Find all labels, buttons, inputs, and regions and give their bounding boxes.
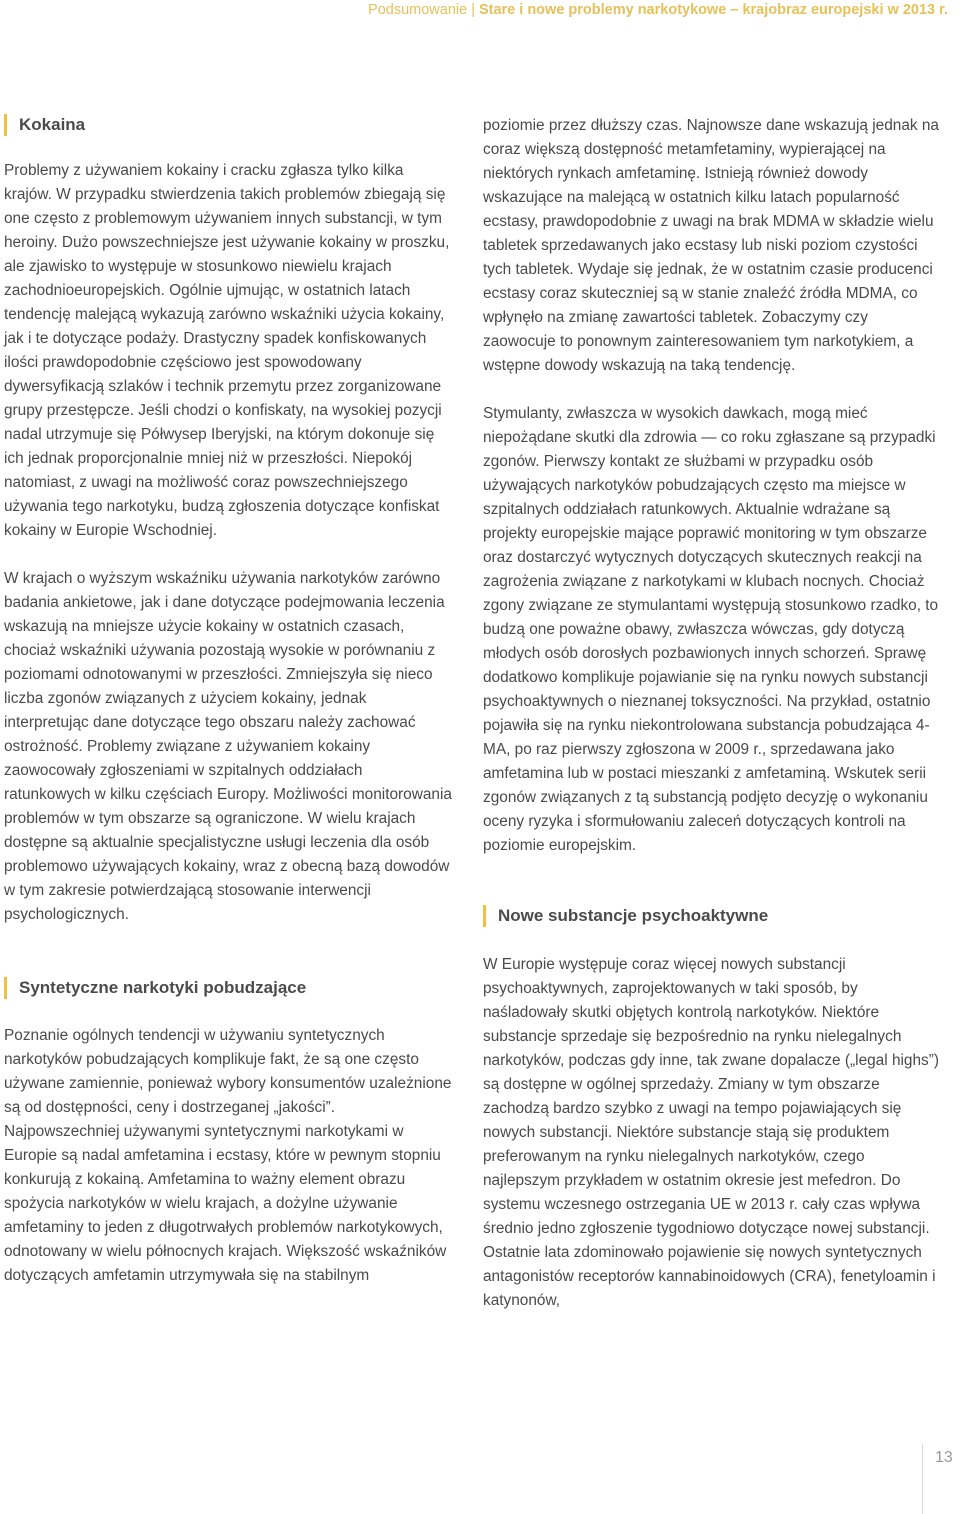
paragraph-synthetic-1: Poznanie ogólnych tendencji w używaniu syntetycznych narkotyków pobudzających komplikuje fakt, że są one często używane zamiennie, ponieważ wybory konsumentów uzależnione są od dostępności, ceny i dostrzeganej „jakości”. Najpowszechniej używanymi syntetycznymi narkotykami w Europie są nadal amfetamina i ecstasy, które w pewnym stopniu konkurują z kokainą. Amfetamina to ważny element obrazu spożycia narkotyków w wielu krajach, a dożylne używanie amfetaminy to jeden z długotrwałych problemów narkotykowych, odnotowany w wielu północnych krajach. Większość wskaźników dotyczących amfetamin utrzymywała się na stabilnym — [4, 1027, 452, 1284]
paragraph-cocaine-1: Problemy z używaniem kokainy i cracku zgłasza tylko kilka krajów. W przypadku stwierdzenia takich problemów zbiegają się one często z problemowym używaniem innych substancji, w tym heroiny. Dużo powszechniejsze jest używanie kokainy w proszku, ale zjawisko to występuje w stosunkowo niewielu krajach zachodnioeuropejskich. Ogólnie ujmując, w ostatnich latach tendencję malejącą wykazują zarówno wskaźniki użycia kokainy, jak i te dotyczące podaży. Drastyczny spadek konfiskowanych ilości prawdopodobnie częściowo jest spowodowany dywersyfikacją szlaków i technik przemytu przez zorganizowane grupy przestępcze. Jeśli chodzi o konfiskaty, na wysokiej pozycji nadal utrzymuje się Półwysep Iberyjski, na którym dokonuje się ich jednak proporcjonalnie mniej niż w przeszłości. Niepokój natomiast, z uwagi na możliwość coraz powszechniejszego używania tego narkotyku, budzą zgłoszenia dotyczące konfiskat kokainy w Europie Wschodniej. — [4, 162, 450, 539]
header-title: Stare i nowe problemy narkotykowe – krajobraz europejski w 2013 r. — [478, 2, 948, 18]
header-separator: | — [471, 2, 475, 18]
left-column — [4, 114, 452, 1288]
heading-new-psychoactive-substances: Nowe substancje psychoaktywne — [483, 905, 943, 927]
paragraph-stimulants-health: Stymulanty, zwłaszcza w wysokich dawkach, mogą mieć niepożądane skutki dla zdrowia — co roku zgłaszane są przypadki zgonów. Pierwszy kontakt ze służbami w przypadku osób używających narkotyków pobudzających często ma miejsce w szpitalnych oddziałach ratunkowych. Aktualnie wdrażane są projekty europejskie mające poprawić monitoring w tym obszarze oraz dostarczyć wytycznych dotyczących skutecznych reakcji na zagrożenia związane z narkotykami w klubach nocnych. Chociaż zgony związane ze stymulantami występują stosunkowo rzadko, to budzą one poważne obawy, zwłaszcza wówczas, gdy dotyczą młodych osób dorosłych pozbawionych innych schorzeń. Sprawę dodatkowo komplikuje pojawianie się na rynku nowych substancji psychoaktywnych o nieznanej toksyczności. Na przykład, ostatnio pojawiła się na rynku niekontrolowana substancja pobudzająca 4-MA, po raz pierwszy zgłoszona w 2009 r., sprzedawana jako amfetamina lub w postaci mieszanki z amfetaminą. Wskutek serii zgonów związanych z tą substancją podjęto decyzję o wykonaniu oceny ryzyka i sformułowaniu zaleceń dotyczących kontroli na poziomie europejskim. — [483, 405, 939, 854]
right-column — [483, 114, 943, 1313]
page-number: 13 — [922, 1444, 953, 1514]
header-section: Podsumowanie — [368, 2, 468, 18]
paragraph-nps: W Europie występuje coraz więcej nowych substancji psychoaktywnych, zaprojektowanych w taki sposób, by naśladowały skutki objętych kontrolą narkotyków. Niektóre substancje sprzedaje się bezpośrednio na rynku nielegalnych narkotyków, podczas gdy inne, tak zwane dopalacze („legal highs”) są dostępne w ogólnej sprzedaży. Zmiany w tym obszarze zachodzą bardzo szybko z uwagi na tempo pojawiających się nowych substancji. Niektóre substancje stają się produktem preferowanym na rynku nielegalnych narkotyków, czego najlepszym przykładem w ostatnim okresie jest mefedron. Do systemu wczesnego ostrzegania UE w 2013 r. cały czas wpływa średnio jedno zgłoszenie tygodniowo dotyczące nowej substancji. Ostatnie lata zdominowało pojawienie się nowych syntetycznych antagonistów receptorów kannabinoidowych (CRA), fenetyloamin i katynonów, — [483, 956, 939, 1309]
paragraph-cocaine-2: W krajach o wyższym wskaźniku używania narkotyków zarówno badania ankietowe, jak i dane dotyczące podejmowania leczenia wskazują na mniejsze użycie kokainy w ostatnich czasach, chociaż wskaźniki używania pozostają wysokie w porównaniu z poziomami odnotowanymi w przeszłości. Zmniejszyła się nieco liczba zgonów związanych z użyciem kokainy, jednak interpretując dane dotyczące tego obszaru należy zachować ostrożność. Problemy związane z używaniem kokainy zaowocowały zgłoszeniami w szpitalnych oddziałach ratunkowych w kilku częściach Europy. Możliwości monitorowania problemów w tym obszarze są ograniczone. W wielu krajach dostępne są aktualnie specjalistyczne usługi leczenia dla osób problemowo używających kokainy, wraz z obecną bazą dowodów w tym zakresie potwierdzającą stosowanie interwencji psychologicznych. — [4, 570, 452, 923]
running-header — [368, 0, 948, 20]
paragraph-synthetic-2: poziomie przez dłuższy czas. Najnowsze dane wskazują jednak na coraz większą dostępność metamfetaminy, wypierającej na niektórych rynkach amfetaminę. Istnieją również dowody wskazujące na malejącą w ostatnich kilku latach popularność ecstasy, prawdopodobnie z uwagi na brak MDMA w składzie wielu tabletek sprzedawanych jako ecstasy lub niski poziom czystości tych tabletek. Wydaje się jednak, że w ostatnim czasie producenci ecstasy coraz skuteczniej są w stanie znaleźć źródła MDMA, co wpłynęło na zmianę zawartości tabletek. Zobaczymy czy zaowocuje to ponownym zainteresowaniem tym narkotykiem, a wstępne dowody wskazują na taką tendencję. — [483, 117, 939, 374]
heading-kokaina: Kokaina — [4, 114, 452, 136]
heading-synthetic-stimulants: Syntetyczne narkotyki pobudzające — [4, 977, 452, 999]
